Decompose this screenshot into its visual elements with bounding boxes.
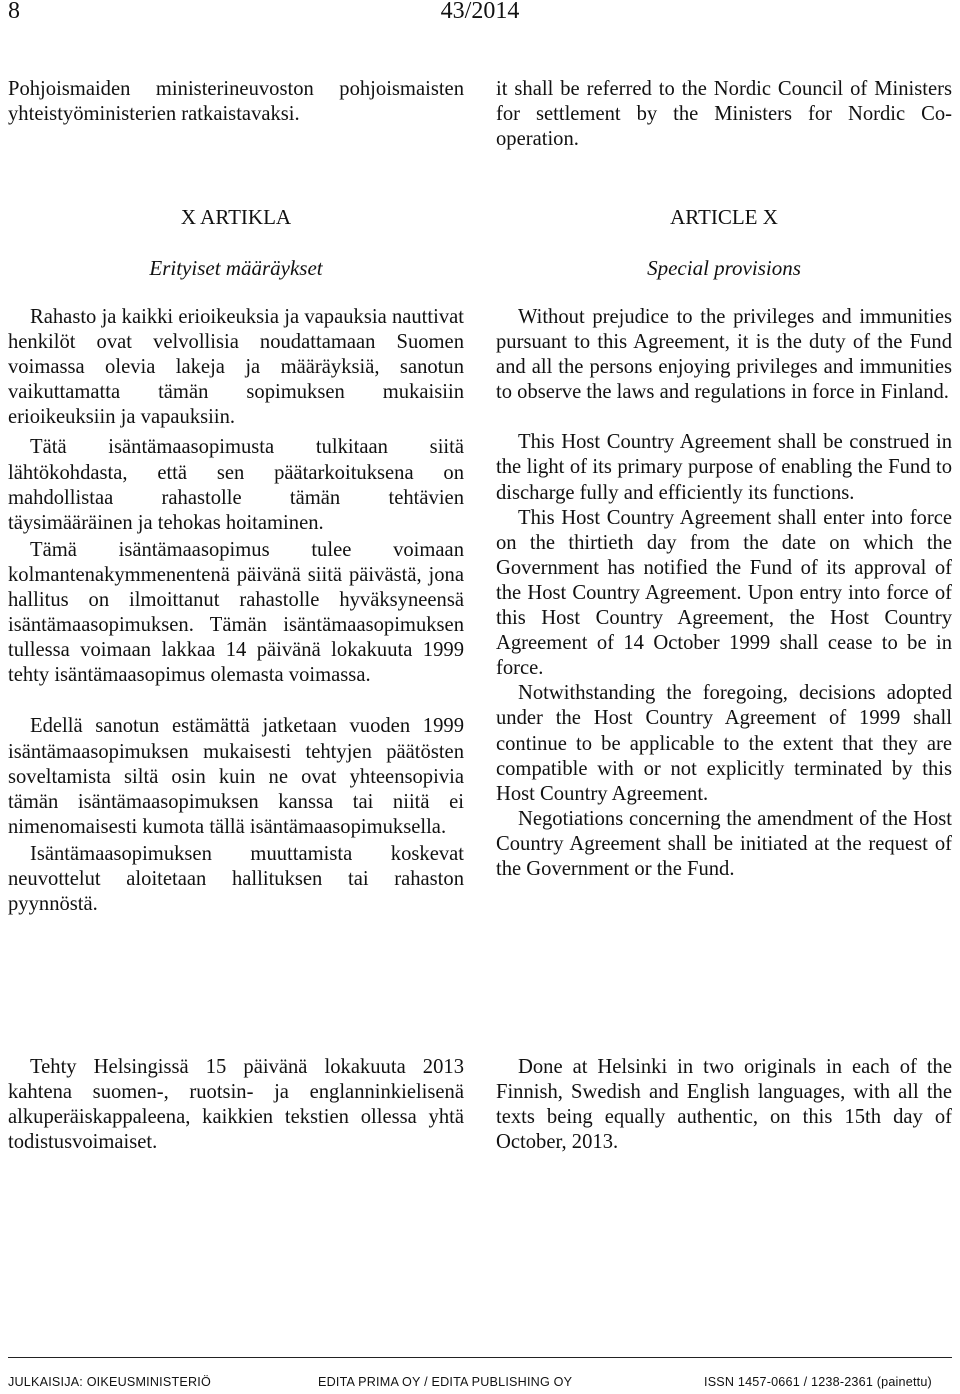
page-number: 8 (8, 0, 20, 24)
intro-english-text: it shall be referred to the Nordic Council of Ministers for settlement by the Ministers for Nordic Co-operation. (496, 78, 952, 151)
paragraph-fi-5: Isäntämaasopimuksen muuttamista koskevat neuvottelut aloitetaan hallituksen tai rahaston pyynnöstä. (8, 842, 464, 916)
closing-english (496, 1055, 952, 1155)
footer-printer: EDITA PRIMA OY / EDITA PUBLISHING OY (318, 1375, 573, 1389)
intro-finnish-text: Pohjoismaiden ministerineuvoston pohjoismaisten yhteistyöministerien ratkaistavaksi. (8, 78, 464, 126)
article-finnish (8, 204, 464, 917)
footer-publisher: JULKAISIJA: OIKEUSMINISTERIÖ (8, 1375, 211, 1389)
paragraph-fi-4: Edellä sanotun estämättä jatketaan vuoden 1999 isäntämaasopimuksen mukaisesti tehtyjen päätösten soveltamista siltä osin kuin ne ovat yhteensopivia tämän isäntämaasopimuksen kanssa tai niitä ei nimenomaisesti kumota tällä isäntämaasopimuksella. (8, 715, 464, 838)
closing-finnish (8, 1055, 464, 1155)
paragraph-en-4: Notwithstanding the foregoing, decisions adopted under the Host Country Agreement of 1999 shall continue to be applicable to the extent that they are compatible with or not explicitly terminated by this Host Country Agreement. (496, 682, 952, 805)
paragraph-en-3: This Host Country Agreement shall enter into force on the thirtieth day from the date on which the Government has notified the Fund of its approval of the Host Country Agreement. Upon entry into force of this Host Country Agreement, the Host Country Agreement of 14 October 1999 shall cease to be in force. (496, 506, 952, 680)
issue-number: 43/2014 (440, 0, 520, 24)
paragraph-en-2: This Host Country Agreement shall be construed in the light of its primary purpose of enabling the Fund to discharge fully and efficiently its functions. (496, 431, 952, 504)
article-subheading-fi: Erityiset määräykset (149, 256, 323, 280)
closing-english-text: Done at Helsinki in two originals in each of the Finnish, Swedish and English languages, with all the texts being equally authentic, on this 15th day of October, 2013. (496, 1056, 952, 1154)
closing-finnish-text: Tehty Helsingissä 15 päivänä lokakuuta 2013 kahtena suomen-, ruotsin- ja englanninkielisenä alkuperäiskappaleena, kaikkien tekstien ollessa yhtä todistusvoimaiset. (8, 1056, 464, 1154)
article-heading-en: ARTICLE X (670, 205, 778, 229)
article-subheading-en: Special provisions (647, 256, 801, 280)
intro-finnish (8, 77, 464, 127)
paragraph-en-1: Without prejudice to the privileges and immunities pursuant to this Agreement, it is the duty of the Fund and all the persons enjoying privileges and immunities to observe the laws and regulations in force in Finland. (496, 306, 952, 404)
article-english (496, 204, 952, 882)
footer-divider (8, 1357, 952, 1358)
paragraph-en-5: Negotiations concerning the amendment of the Host Country Agreement shall be initiated at the request of the Government or the Fund. (496, 807, 952, 880)
footer-issn: ISSN 1457-0661 / 1238-2361 (painettu) (704, 1375, 932, 1389)
paragraph-fi-1: Rahasto ja kaikki erioikeuksia ja vapauksia nauttivat henkilöt ovat velvollisia noudattamaan Suomen voimassa olevia lakeja ja määräyksiä, sanotun vaikuttamatta tämän sopimuksen mukaisiin erioikeuksiin ja vapauksiin. (8, 306, 464, 429)
intro-english (496, 77, 952, 152)
article-heading-fi: X ARTIKLA (180, 205, 292, 229)
paragraph-fi-2: Tätä isäntämaasopimusta tulkitaan siitä lähtökohdasta, että sen päätarkoituksena on mahdollistaa rahastolle tämän tehtävien täysimääräinen ja tehokas hoitaminen. (8, 436, 464, 534)
paragraph-fi-3: Tämä isäntämaasopimus tulee voimaan kolmantenakymmenentenä päivänä siitä päivästä, jona hallitus on ilmoittanut rahastolle hyväksyneensä isäntämaasopimuksen. Tämän isäntämaasopimuksen tullessa voimaan lakkaa 14 päivänä lokakuuta 1999 tehty isäntämaasopimus olemasta voimassa. (8, 538, 464, 687)
